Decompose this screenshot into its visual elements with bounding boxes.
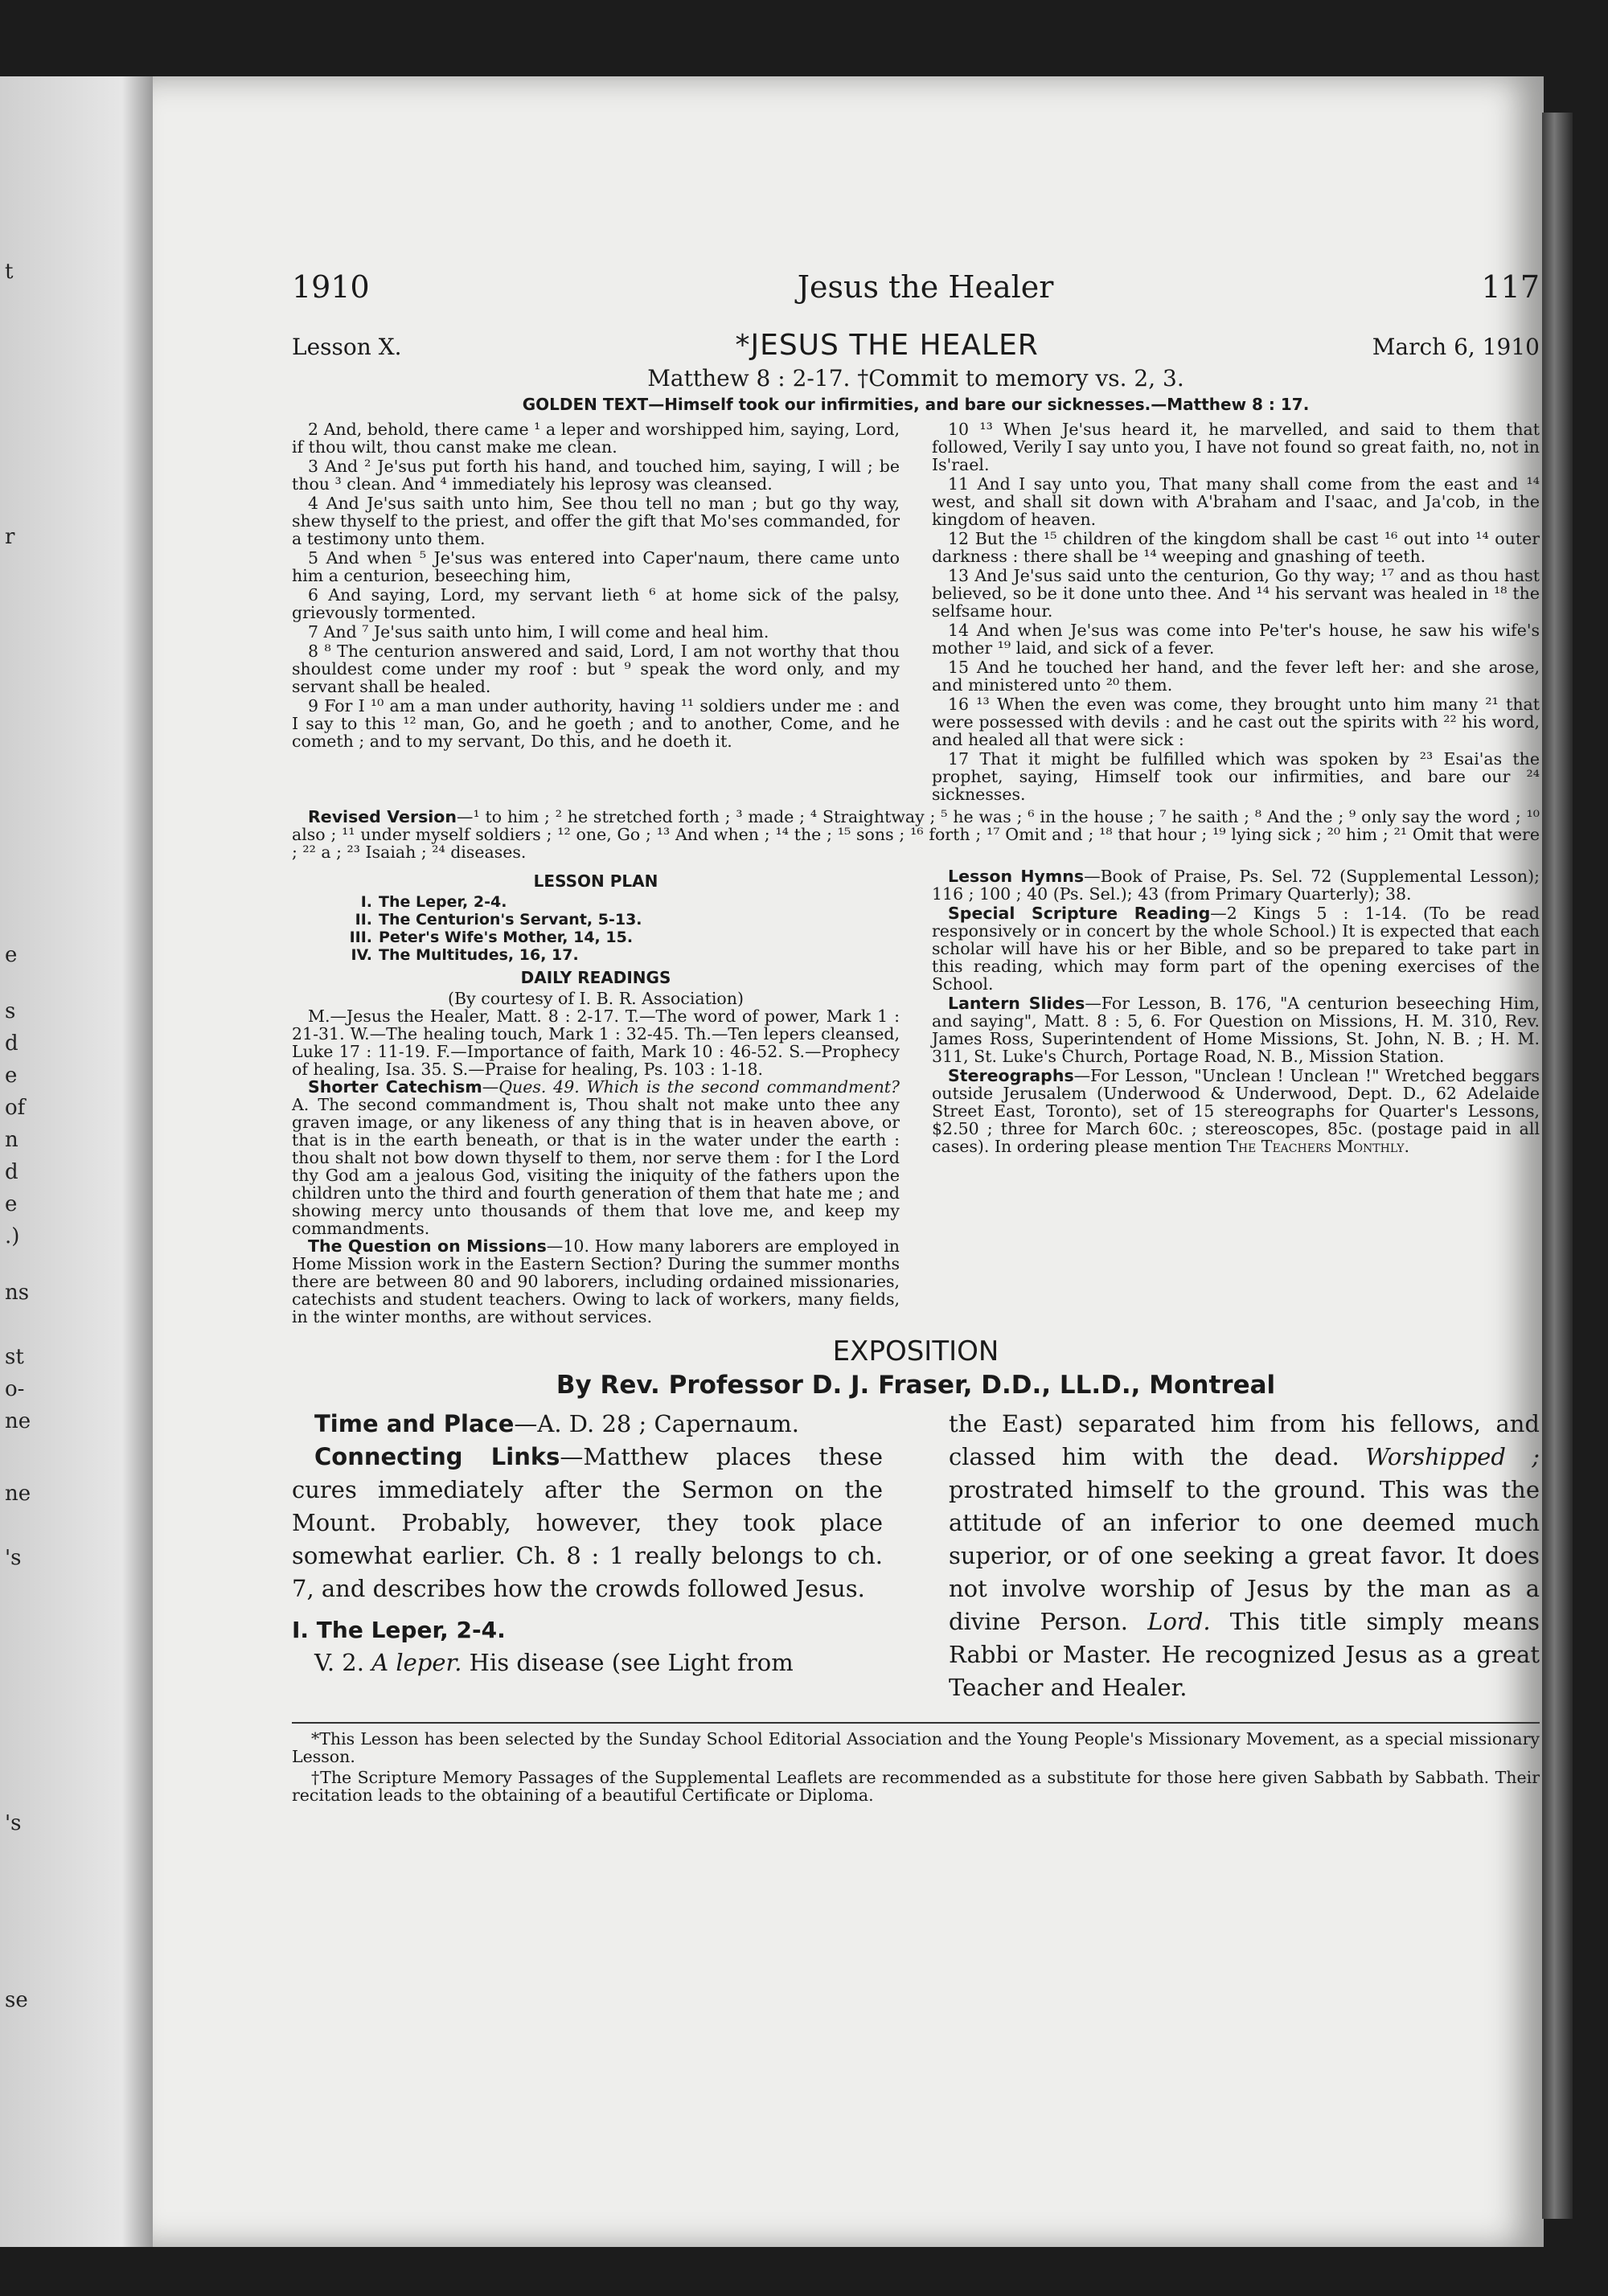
- plan-text: The Leper, 2-4.: [379, 893, 507, 911]
- plan-text: The Multitudes, 16, 17.: [379, 946, 579, 964]
- connecting-links-label: Connecting Links: [314, 1443, 560, 1470]
- left-page-fragment: st: [5, 1345, 24, 1369]
- missions-text: —10. How many laborers are employed in Home Mission work in the Eastern Section? During the summer months there are between 80 and 90 laborers, including ordained missionaries, catechists and student teachers. Owing to lack of workers, many fields, in the winter months, are without services.: [292, 1236, 900, 1326]
- daily-readings-courtesy: (By courtesy of I. B. R. Association): [448, 989, 744, 1008]
- catechism-answer: A. The second commandment is, Thou shalt not make unto thee any graven image, or any likeness of any thing that is in heaven above, or that is in the earth beneath, or that is in the water under the earth : thou shalt not bow down thyself to them, nor serve them : for I the Lord thy God am a jealous God, visiting the iniquity of the fathers upon the children unto the third and fourth generation of them that hate me ; and showing mercy unto thousands of them that love me, and keep my commandments.: [292, 1095, 900, 1238]
- exp-right-2: prostrated himself to the ground. This was the attitude of an inferior to one deemed much superior, or of one seeking a great favor. It does not involve worship of Jesus by the man as a divine Person.: [949, 1476, 1540, 1635]
- left-page-edge: [0, 76, 153, 2247]
- daily-readings-text: M.—Jesus the Healer, Matt. 8 : 2-17. T.—The word of power, Mark 1 : 21-31. W.—The healing touch, Mark 1 : 32-45. Th.—Ten lepers cleansed, Luke 17 : 11-19. F.—Importance of faith, Mark 10 : 46-52. S.—Prophecy of healing, Isa. 35. S.—Praise for healing, Ps. 103 : 1-18.: [292, 1007, 900, 1079]
- lesson-plan-item: [348, 911, 900, 929]
- special-reading-paragraph: [932, 904, 1540, 993]
- verse: 6 And saying, Lord, my servant lieth ⁶ at home sick of the palsy, grievously tormented.: [292, 585, 900, 622]
- time-place-paragraph: [292, 1408, 883, 1441]
- exposition-right-column: [949, 1408, 1540, 1704]
- v2-italic: A leper.: [371, 1649, 462, 1676]
- left-page-fragment: t: [5, 260, 14, 284]
- special-reading-label: Special Scripture Reading: [948, 904, 1211, 923]
- plan-num: IV.: [351, 946, 372, 964]
- left-page-fragment: of: [5, 1096, 26, 1120]
- connecting-links-text: —Matthew places these cures immediately after the Sermon on the Mount. Probably, however, they took place somewhat earlier. Ch. 8 : 1 really belongs to ch. 7, and describes how the crowds followed Jesus.: [292, 1443, 883, 1602]
- daily-readings-title: DAILY READINGS: [520, 968, 671, 987]
- scripture-left-column: [292, 420, 900, 805]
- lesson-number: Lesson X.: [292, 334, 402, 360]
- left-page-fragment: n: [5, 1128, 18, 1152]
- plan-num: II.: [355, 911, 372, 929]
- exp-right-italic-1: Worshipped ;: [1365, 1443, 1540, 1470]
- verse: 17 That it might be fulfilled which was spoken by ²³ Esai'as the prophet, saying, Himself took our infirmities, and bare our ²⁴ sicknesses.: [932, 749, 1540, 804]
- verse: 4 And Je'sus saith unto him, See thou tell no man ; but go thy way, shew thyself to the priest, and offer the gift that Mo'ses commanded, for a testimony unto them.: [292, 494, 900, 548]
- stereographs-label: Stereographs: [948, 1066, 1074, 1085]
- book-edge: [1542, 113, 1573, 2219]
- v2-text: His disease (see Light from: [461, 1649, 794, 1676]
- hymns-paragraph: [932, 867, 1540, 903]
- left-page-fragment: se: [5, 1988, 28, 2012]
- page-number: 117: [1481, 269, 1540, 305]
- left-page-fragment: ns: [5, 1281, 30, 1305]
- exp-right-italic-2: Lord.: [1147, 1608, 1211, 1635]
- left-page-fragment: .): [5, 1224, 20, 1248]
- revised-version-text: —¹ to him ; ² he stretched forth ; ³ made ; ⁴ Straightway ; ⁵ he was ; ⁶ in the house ; ⁷ he saith ; ⁸ And the ; ⁹ only say the word ; ¹⁰ also ; ¹¹ under myself soldiers ; ¹² one, Go ; ¹³ And when ; ¹⁴ the ; ¹⁵ sons ; ¹⁶ forth ; ¹⁷ Omit and ; ¹⁸ that hour ; ¹⁹ lying sick ; ²⁰ him ; ²¹ Omit that were ; ²² a ; ²³ Isaiah ; ²⁴ diseases.: [292, 807, 1540, 862]
- lesson-plan-item: [348, 893, 900, 911]
- verse: 13 And Je'sus said unto the centurion, Go thy way; ¹⁷ and as thou hast believed, so be it done unto thee. And ¹⁴ his servant was healed in ¹⁸ the selfsame hour.: [932, 566, 1540, 621]
- lesson-plan-item: [348, 946, 900, 964]
- helps-columns: [292, 867, 1540, 1326]
- hymns-label: Lesson Hymns: [948, 867, 1085, 886]
- lesson-date: March 6, 1910: [1372, 334, 1540, 360]
- helps-left-column: [292, 867, 900, 1326]
- running-header: [292, 269, 1540, 314]
- header-title: Jesus the Healer: [797, 269, 1054, 305]
- footnote: *This Lesson has been selected by the Sunday School Editorial Association and the Young People's Missionary Movement, as a special missionary Lesson.: [292, 1729, 1540, 1766]
- catechism-question: —Ques. 49. Which is the second commandment?: [482, 1077, 900, 1097]
- verse: 16 ¹³ When the even was come, they brought unto him many ²¹ that were possessed with devils : and he cast out the spirits with ²² his word, and healed all that were sick :: [932, 695, 1540, 749]
- verse: 11 And I say unto you, That many shall come from the east and ¹⁴ west, and shall sit down with A'braham and I'saac, and Ja'cob, in the kingdom of heaven.: [932, 474, 1540, 529]
- verse: 10 ¹³ When Je'sus heard it, he marvelled, and said to them that followed, Verily I say unto you, I have not found so great faith, no, not in Is'rael.: [932, 420, 1540, 474]
- verse: 12 But the ¹⁵ children of the kingdom shall be cast ¹⁶ out into ¹⁴ outer darkness : there shall be ¹⁴ weeping and gnashing of teeth.: [932, 529, 1540, 566]
- scripture-right-column: [932, 420, 1540, 805]
- missions-label: The Question on Missions: [308, 1236, 547, 1256]
- book-page: [153, 76, 1544, 2247]
- exposition-section-heading: I. The Leper, 2-4.: [292, 1617, 506, 1643]
- stereographs-text: —For Lesson, "Unclean ! Unclean !" Wretched beggars outside Jerusalem (Underwood & Underwood, Dept. D., 62 Adelaide Street East, Toronto), set of 15 stereographs for Quarter's Lessons, $2.50 ; three for March 60c. ; stereoscopes, 85c. (postage paid in all cases). In ordering please mention: [932, 1066, 1540, 1156]
- exposition-right-paragraph: [949, 1408, 1540, 1704]
- lantern-paragraph: [932, 994, 1540, 1065]
- verse: 7 And ⁷ Je'sus saith unto him, I will come and heal him.: [308, 622, 769, 642]
- connecting-links-paragraph: [292, 1441, 883, 1605]
- catechism-label: Shorter Catechism: [308, 1077, 482, 1097]
- plan-num: III.: [349, 929, 372, 946]
- v2-start: V. 2.: [314, 1649, 372, 1676]
- page-content: [292, 269, 1540, 1807]
- stereographs-paragraph: [932, 1067, 1540, 1155]
- plan-num: I.: [360, 893, 372, 911]
- lesson-plan-title: LESSON PLAN: [533, 871, 658, 891]
- plan-text: Peter's Wife's Mother, 14, 15.: [379, 929, 634, 946]
- catechism-paragraph: [292, 1078, 900, 1237]
- left-page-fragment: e: [5, 1192, 18, 1216]
- plan-text: The Centurion's Servant, 5-13.: [379, 911, 642, 929]
- left-page-fragment: e: [5, 1064, 18, 1088]
- exp-right-1: the East) separated him from his fellows, and classed him with the dead.: [949, 1410, 1540, 1470]
- verse-2-paragraph: [292, 1646, 883, 1679]
- verse: 2 And, behold, there came ¹ a leper and worshipped him, saying, Lord, if thou wilt, thou canst make me clean.: [292, 420, 900, 457]
- left-page-fragment: e: [5, 943, 18, 967]
- left-page-fragment: s: [5, 999, 16, 1023]
- left-page-fragment: d: [5, 1031, 18, 1056]
- scripture-reference: Matthew 8 : 2-17. †Commit to memory vs. 2, 3.: [647, 365, 1184, 392]
- exposition-left-column: [292, 1408, 883, 1704]
- scripture-columns: [292, 420, 1540, 805]
- left-page-fragment: o-: [5, 1377, 25, 1401]
- lesson-plan-item: [348, 929, 900, 946]
- footnote: †The Scripture Memory Passages of the Supplemental Leaflets are recommended as a substitute for those here given Sabbath by Sabbath. Their recitation leads to the obtaining of a beautiful Certificate or Diploma.: [292, 1768, 1540, 1805]
- lesson-heading: [292, 329, 1540, 362]
- left-page-fragment: ne: [5, 1409, 31, 1433]
- hymns-text: —Book of Praise, Ps. Sel. 72 (Supplemental Lesson); 116 ; 100 ; 40 (Ps. Sel.); 43 (from Primary Quarterly); 38.: [932, 867, 1540, 904]
- exp-right-3: This title simply means Rabbi or Master. He recognized Jesus as a great Teacher and Healer.: [949, 1608, 1540, 1701]
- exposition-byline: By Rev. Professor D. J. Fraser, D.D., LL.D., Montreal: [556, 1371, 1276, 1400]
- special-reading-text: —2 Kings 5 : 1-14. (To be read responsively or in concert by the whole School.) It is expected that each scholar will have his or her Bible, and so be prepared to take part in this reading, which may form part of the opening exercises of the School.: [932, 904, 1540, 994]
- lantern-text: —For Lesson, B. 176, "A centurion beseeching Him, and saying", Matt. 8 : 5, 6. For Question on Missions, H. M. 310, Rev. James Ross, Superintendent of Home Missions, St. John, N. B. ; H. M. 311, St. Luke's Church, Portage Road, N. B., Mission Station.: [932, 994, 1540, 1066]
- missions-paragraph: [292, 1237, 900, 1326]
- exposition-title: EXPOSITION: [832, 1335, 999, 1367]
- golden-text: GOLDEN TEXT—Himself took our infirmities, and bare our sicknesses.—Matthew 8 : 17.: [522, 395, 1310, 414]
- lesson-plan-list: [292, 893, 900, 964]
- left-page-fragment: ne: [5, 1482, 31, 1506]
- verse: 8 ⁸ The centurion answered and said, Lord, I am not worthy that thou shouldest come under my roof : but ⁹ speak the word only, and my servant shall be healed.: [292, 642, 900, 696]
- header-year: 1910: [292, 269, 370, 305]
- left-page-fragment: 's: [5, 1811, 22, 1835]
- footnotes: [292, 1722, 1540, 1804]
- verse: 9 For I ¹⁰ am a man under authority, having ¹¹ soldiers under me : and I say to this ¹² man, Go, and he goeth ; and to another, Come, and he cometh ; and to my servant, Do this, and he doeth it.: [292, 696, 900, 751]
- stereographs-periodical: The Teachers Monthly.: [1227, 1137, 1409, 1156]
- verse: 15 And he touched her hand, and the fever left her: and she arose, and ministered unto ²⁰ them.: [932, 658, 1540, 695]
- lantern-label: Lantern Slides: [948, 994, 1085, 1013]
- revised-version: [292, 808, 1540, 861]
- verse: 5 And when ⁵ Je'sus was entered into Caper'naum, there came unto him a centurion, beseeching him,: [292, 548, 900, 585]
- revised-version-label: Revised Version: [308, 807, 457, 826]
- left-page-fragment: 's: [5, 1546, 22, 1570]
- lesson-title: *JESUS THE HEALER: [735, 329, 1039, 362]
- left-page-fragment: r: [5, 525, 15, 549]
- left-page-fragment: d: [5, 1160, 18, 1184]
- helps-right-column: [932, 867, 1540, 1326]
- verse: 14 And when Je'sus was come into Pe'ter's house, he saw his wife's mother ¹⁹ laid, and sick of a fever.: [932, 621, 1540, 658]
- time-place-text: —A. D. 28 ; Capernaum.: [514, 1410, 799, 1437]
- verse: 3 And ² Je'sus put forth his hand, and touched him, saying, I will ; be thou ³ clean. And ⁴ immediately his leprosy was cleansed.: [292, 457, 900, 494]
- exposition-columns: [292, 1408, 1540, 1704]
- time-place-label: Time and Place: [314, 1410, 515, 1437]
